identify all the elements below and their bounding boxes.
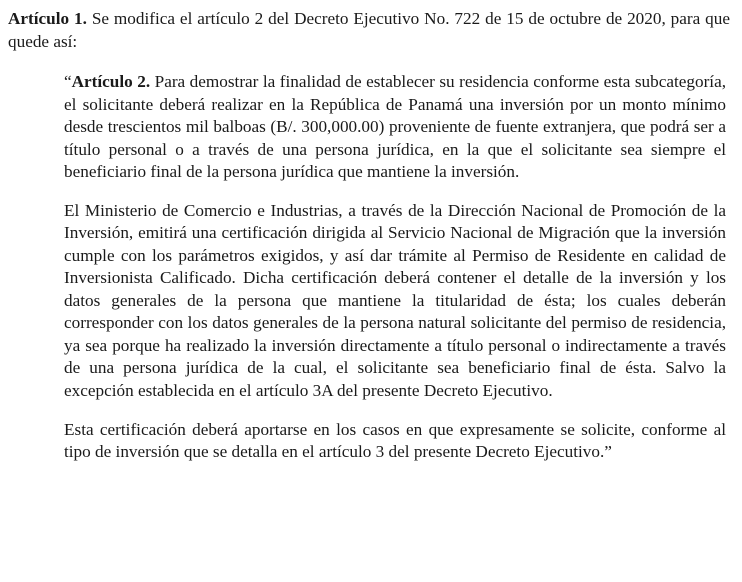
quoted-paragraph-2: El Ministerio de Comercio e Industrias, a través de la Dirección Nacional de Promoción de la Inversión, emitirá una certificación dirigida al Servicio Nacional de Migración que la inversión cumple con los parámetros exigidos, y así dar trámite al Permiso de Residente en calidad de Inversionista Calificado. Dicha certificación deberá contener el detalle de la inversión y los datos generales de la persona que mantiene la titularidad de ésta; los cuales deberán corresponder con los datos generales de la persona natural solicitante del permiso de residencia, ya sea porque ha realizado la inversión directamente a título personal o indirectamente a través de una persona jurídica de la cual, el solicitante sea beneficiario final de ésta. Salvo la excepción establecida en el artículo 3A del presente Decreto Ejecutivo. xyxy=(64,200,726,400)
article-1-label: Artículo 1. xyxy=(8,9,87,28)
lead-paragraph xyxy=(8,8,732,53)
quoted-paragraph-1 xyxy=(64,71,726,184)
open-quote: “ xyxy=(64,72,72,92)
article-2-label: Artículo 2. xyxy=(71,72,151,92)
quoted-article-block xyxy=(64,71,726,464)
quoted-paragraph-3: Esta certificación deberá aportarse en los casos en que expresamente se solicite, conforme al tipo de inversión que se detalla en el artículo 3 del presente Decreto Ejecutivo.” xyxy=(64,419,726,462)
article-1-text: Se modifica el artículo 2 del Decreto Ejecutivo No. 722 de 15 de octubre de 2020, para que quede así: xyxy=(8,9,730,51)
article-2-text: Para demostrar la finalidad de establecer su residencia conforme esta subcategoría, el solicitante deberá realizar en la República de Panamá una inversión por un monto mínimo desde trescientos mil balboas (B/. 300,000.00) proveniente de fuente extranjera, que podrá ser a título personal o a través de una persona jurídica, en la que el solicitante sea siempre el beneficiario final de la persona jurídica que mantiene la inversión. xyxy=(64,72,726,182)
